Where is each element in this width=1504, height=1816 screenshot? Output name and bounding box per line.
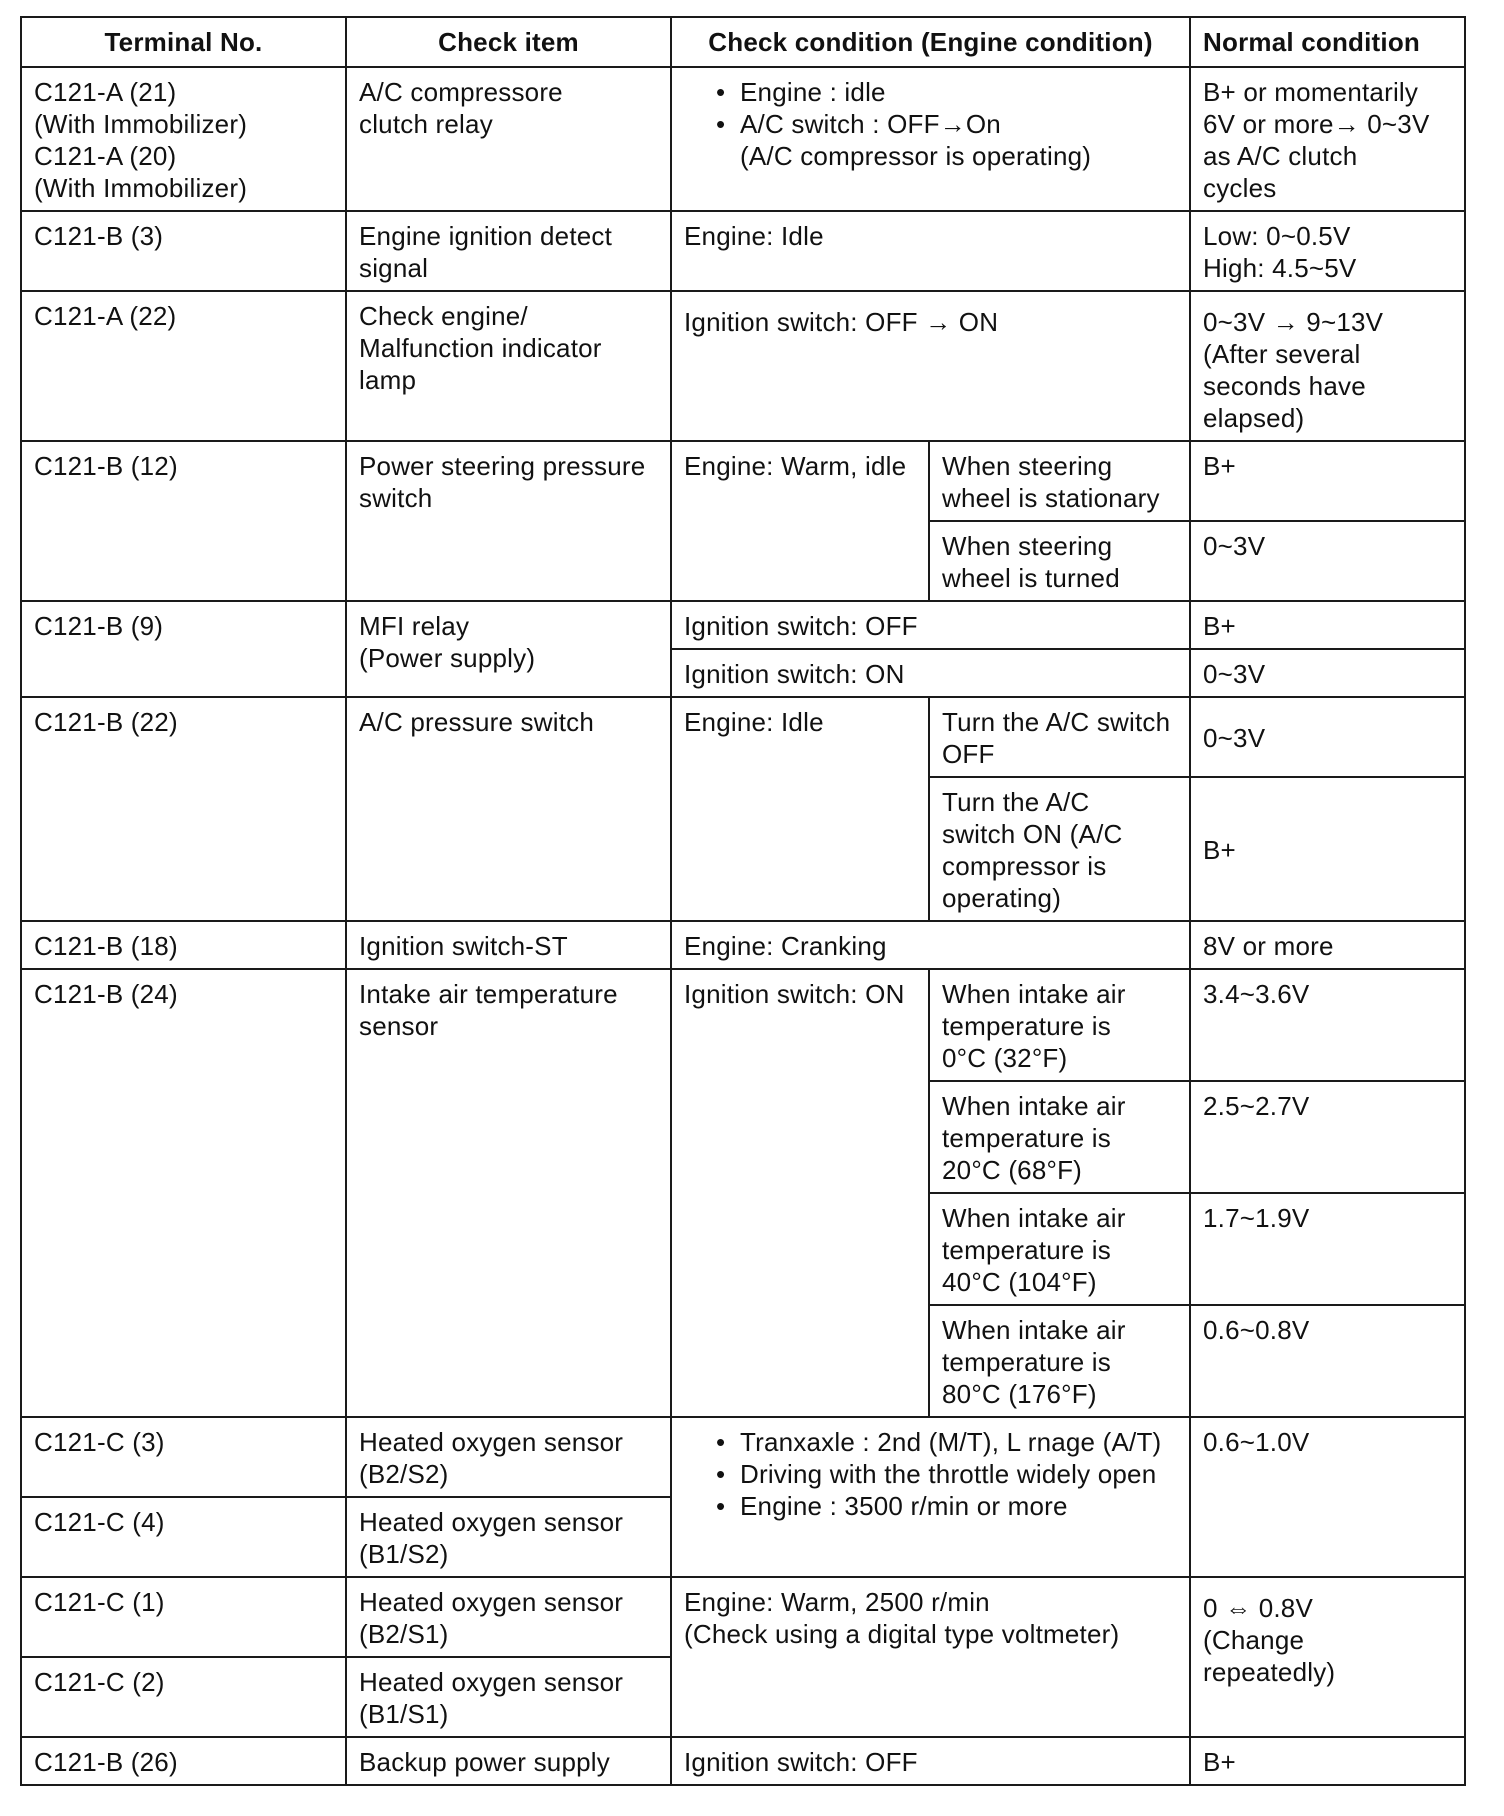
normal-condition-cell: 0~3V	[1190, 697, 1465, 777]
check-condition-cell: Ignition switch: OFF	[671, 601, 1190, 649]
check-item-cell	[346, 1417, 671, 1497]
terminal-line: C121-A (20)	[34, 141, 177, 171]
check-item-cell	[346, 1657, 671, 1737]
condition-bullet: • Engine : 3500 r/min or more	[740, 1490, 1177, 1522]
normal-condition-cell: 2.5~2.7V	[1190, 1081, 1465, 1193]
terminal-cell: C121-A (22)	[21, 291, 346, 441]
check-item-cell: Ignition switch-ST	[346, 921, 671, 969]
check-item-line: (B1/S1)	[359, 1699, 449, 1729]
sub-condition-cell	[929, 697, 1190, 777]
check-item-line: (Power supply)	[359, 643, 536, 673]
check-item-line: lamp	[359, 365, 417, 395]
normal-line: High: 4.5~5V	[1203, 253, 1357, 283]
sub-condition-line: OFF	[942, 739, 995, 769]
normal-condition-cell: 0~3V	[1190, 649, 1465, 697]
check-item-line: (B2/S1)	[359, 1619, 449, 1649]
sub-condition-line: When steering	[942, 531, 1113, 561]
sub-condition-line: When steering	[942, 451, 1113, 481]
condition-bullet: • Tranxaxle : 2nd (M/T), L rnage (A/T)	[740, 1426, 1177, 1458]
table-row	[21, 1737, 1465, 1785]
check-item-line: Engine ignition detect	[359, 221, 613, 251]
normal-condition-cell: 1.7~1.9V	[1190, 1193, 1465, 1305]
check-condition-cell	[671, 1577, 1190, 1737]
sub-condition-line: compressor is	[942, 851, 1107, 881]
sub-condition-line: Turn the A/C	[942, 787, 1090, 817]
normal-line: elapsed)	[1203, 403, 1305, 433]
check-condition-cell: Ignition switch: OFF → ON	[671, 291, 1190, 441]
normal-condition-cell	[1190, 67, 1465, 211]
check-item-line: Check engine/	[359, 301, 528, 331]
check-condition-cell: Engine: Idle	[671, 697, 929, 921]
sub-condition-line: 20°C (68°F)	[942, 1155, 1083, 1185]
normal-condition-cell: B+	[1190, 1737, 1465, 1785]
check-item-line: Heated oxygen sensor	[359, 1427, 624, 1457]
table-row	[21, 211, 1465, 291]
normal-line: repeatedly)	[1203, 1657, 1336, 1687]
header-normal-condition: Normal condition	[1190, 17, 1465, 67]
terminal-cell	[21, 67, 346, 211]
check-item-line: MFI relay	[359, 611, 470, 641]
check-condition-cell: Engine: Cranking	[671, 921, 1190, 969]
check-item-line: Heated oxygen sensor	[359, 1667, 624, 1697]
sub-condition-line: When intake air	[942, 1315, 1126, 1345]
sub-condition-line: switch ON (A/C	[942, 819, 1123, 849]
check-item-cell	[346, 67, 671, 211]
table-row	[21, 601, 1465, 649]
table-row	[21, 1417, 1465, 1497]
check-item-line: Heated oxygen sensor	[359, 1587, 624, 1617]
table-row	[21, 1577, 1465, 1657]
condition-bullet	[740, 108, 1177, 172]
condition-note: (A/C compressor is operating)	[740, 141, 1092, 171]
normal-condition-cell: 0~3V	[1190, 521, 1465, 601]
sub-condition-line: When intake air	[942, 1091, 1126, 1121]
terminal-cell: C121-B (24)	[21, 969, 346, 1417]
check-condition-cell: Ignition switch: ON	[671, 649, 1190, 697]
normal-condition-cell: 0.6~1.0V	[1190, 1417, 1465, 1577]
sub-condition-line: temperature is	[942, 1123, 1111, 1153]
sub-condition-line: temperature is	[942, 1347, 1111, 1377]
normal-line: 6V or more→ 0~3V	[1203, 109, 1430, 139]
sub-condition-cell	[929, 441, 1190, 521]
check-item-cell	[346, 211, 671, 291]
sub-condition-line: Turn the A/C switch	[942, 707, 1171, 737]
condition-line: Engine: Warm, 2500 r/min	[684, 1587, 990, 1617]
sub-condition-cell	[929, 1193, 1190, 1305]
terminal-cell: C121-B (12)	[21, 441, 346, 601]
terminal-cell: C121-C (1)	[21, 1577, 346, 1657]
check-item-cell	[346, 969, 671, 1417]
sub-condition-line: operating)	[942, 883, 1062, 913]
check-condition-cell: Engine: Warm, idle	[671, 441, 929, 601]
header-check-item: Check item	[346, 17, 671, 67]
normal-condition-cell: 8V or more	[1190, 921, 1465, 969]
sub-condition-line: wheel is stationary	[942, 483, 1160, 513]
check-condition-cell: Engine: Idle	[671, 211, 1190, 291]
check-item-line: Power steering pressure	[359, 451, 646, 481]
sub-condition-cell	[929, 1305, 1190, 1417]
table-row	[21, 67, 1465, 211]
check-condition-cell	[671, 1417, 1190, 1577]
normal-line: B+ or momentarily	[1203, 77, 1419, 107]
check-item-line: Malfunction indicator	[359, 333, 602, 363]
normal-line: Low: 0~0.5V	[1203, 221, 1351, 251]
terminal-line: (With Immobilizer)	[34, 109, 248, 139]
check-item-cell: A/C pressure switch	[346, 697, 671, 921]
check-item-line: signal	[359, 253, 429, 283]
check-item-cell	[346, 441, 671, 601]
terminal-check-table	[20, 16, 1466, 1786]
sub-condition-line: When intake air	[942, 1203, 1126, 1233]
sub-condition-line: temperature is	[942, 1235, 1111, 1265]
terminal-cell: C121-B (26)	[21, 1737, 346, 1785]
check-item-line: Heated oxygen sensor	[359, 1507, 624, 1537]
normal-line: seconds have	[1203, 371, 1366, 401]
normal-condition-cell: B+	[1190, 777, 1465, 921]
header-row	[21, 17, 1465, 67]
sub-condition-line: 0°C (32°F)	[942, 1043, 1068, 1073]
check-condition-cell	[671, 67, 1190, 211]
check-item-line: A/C compressore	[359, 77, 563, 107]
normal-line: as A/C clutch	[1203, 141, 1358, 171]
check-condition-cell: Ignition switch: OFF	[671, 1737, 1190, 1785]
normal-line: (Change	[1203, 1625, 1305, 1655]
header-check-condition: Check condition (Engine condition)	[671, 17, 1190, 67]
check-item-line: switch	[359, 483, 433, 513]
normal-condition-cell	[1190, 1577, 1465, 1737]
check-item-cell	[346, 601, 671, 697]
check-item-line: (B1/S2)	[359, 1539, 449, 1569]
table-row	[21, 441, 1465, 521]
table-row	[21, 969, 1465, 1081]
normal-line: (After several	[1203, 339, 1361, 369]
normal-line: 0 ⇔ 0.8V	[1203, 1593, 1314, 1623]
condition-line: (Check using a digital type voltmeter)	[684, 1619, 1120, 1649]
normal-line: cycles	[1203, 173, 1277, 203]
check-item-cell: Backup power supply	[346, 1737, 671, 1785]
terminal-cell: C121-B (18)	[21, 921, 346, 969]
terminal-cell: C121-B (22)	[21, 697, 346, 921]
terminal-cell: C121-B (3)	[21, 211, 346, 291]
table-row	[21, 697, 1465, 777]
sub-condition-cell	[929, 521, 1190, 601]
check-item-line: sensor	[359, 1011, 439, 1041]
normal-condition-cell: 0.6~0.8V	[1190, 1305, 1465, 1417]
check-item-line: Intake air temperature	[359, 979, 618, 1009]
condition-bullet-list	[712, 1426, 1177, 1522]
check-item-cell	[346, 1497, 671, 1577]
condition-bullet: • Engine : idle	[740, 76, 1177, 108]
terminal-cell: C121-C (3)	[21, 1417, 346, 1497]
sub-condition-cell	[929, 1081, 1190, 1193]
terminal-line: (With Immobilizer)	[34, 173, 248, 203]
sub-condition-line: 40°C (104°F)	[942, 1267, 1097, 1297]
sub-condition-cell	[929, 969, 1190, 1081]
sub-condition-cell	[929, 777, 1190, 921]
table-row	[21, 921, 1465, 969]
table-row	[21, 291, 1465, 441]
sub-condition-line: 80°C (176°F)	[942, 1379, 1097, 1409]
header-terminal: Terminal No.	[21, 17, 346, 67]
normal-condition-cell	[1190, 291, 1465, 441]
check-condition-cell: Ignition switch: ON	[671, 969, 929, 1417]
check-item-cell	[346, 291, 671, 441]
terminal-cell: C121-C (2)	[21, 1657, 346, 1737]
sub-condition-line: temperature is	[942, 1011, 1111, 1041]
terminal-cell: C121-C (4)	[21, 1497, 346, 1577]
condition-bullet-list	[712, 76, 1177, 172]
condition-bullet: • Driving with the throttle widely open	[740, 1458, 1177, 1490]
check-item-cell	[346, 1577, 671, 1657]
normal-condition-cell: B+	[1190, 601, 1465, 649]
sub-condition-line: When intake air	[942, 979, 1126, 1009]
sub-condition-line: wheel is turned	[942, 563, 1120, 593]
normal-condition-cell: B+	[1190, 441, 1465, 521]
condition-bullet-text: A/C switch : OFF→On	[740, 109, 1001, 139]
normal-condition-cell	[1190, 211, 1465, 291]
terminal-line: C121-A (21)	[34, 77, 177, 107]
terminal-cell: C121-B (9)	[21, 601, 346, 697]
normal-line: 0~3V → 9~13V	[1203, 307, 1384, 337]
normal-condition-cell: 3.4~3.6V	[1190, 969, 1465, 1081]
check-item-line: (B2/S2)	[359, 1459, 449, 1489]
check-item-line: clutch relay	[359, 109, 493, 139]
